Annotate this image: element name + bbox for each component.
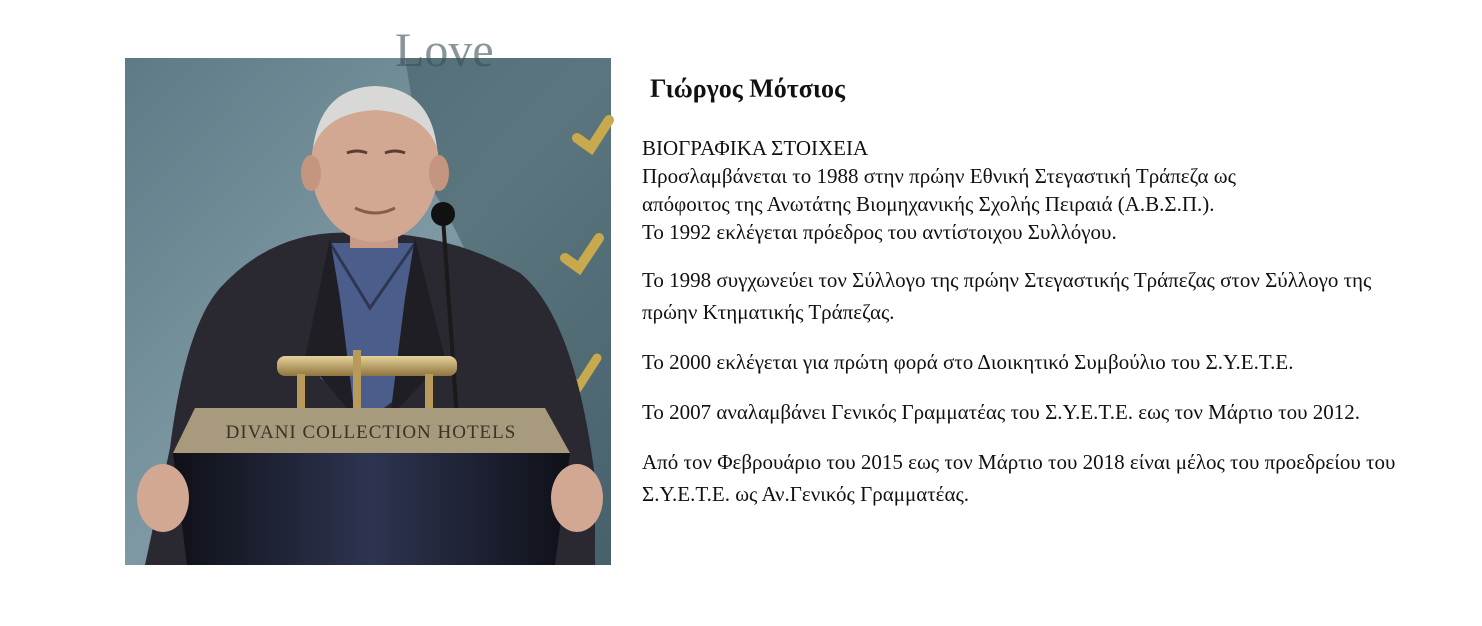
bio-intro: [642, 162, 1402, 246]
bio-paragraph: Το 2000 εκλέγεται για πρώτη φορά στο Διοικητικό Συμβούλιο του Σ.Υ.Ε.Τ.Ε.: [642, 350, 1294, 374]
biography-section: [642, 70, 1402, 510]
bio-heading: ΒΙΟΓΡΑΦΙΚΑ ΣΤΟΙΧΕΙΑ: [642, 136, 869, 160]
bio-paragraph: Το 1998 συγχωνεύει τον Σύλλογο της πρώην Στεγαστικής Τράπεζας στον Σύλλογο της πρώην Κτηματικής Τράπεζας.: [642, 268, 1372, 324]
svg-text:Love: Love: [395, 24, 494, 77]
speaker-illustration: [125, 24, 611, 565]
speaker-photo: [125, 24, 611, 565]
bio-intro-line: Προσλαμβάνεται το 1988 στην πρώην Εθνική Στεγαστική Τράπεζα ως: [642, 164, 1236, 188]
bio-intro-line: απόφοιτος της Ανωτάτης Βιομηχανικής Σχολής Πειραιά (Α.Β.Σ.Π.).: [642, 192, 1215, 216]
bio-paragraph: Από τον Φεβρουάριο του 2015 εως τον Μάρτιο του 2018 είναι μέλος του προεδρείου του Σ.Υ.Ε.Τ.Ε. ως Αν.Γενικός Γραμματέας.: [642, 450, 1396, 506]
bio-intro-line: Το 1992 εκλέγεται πρόεδρος του αντίστοιχου Συλλόγου.: [642, 220, 1117, 244]
podium-sign: DIVANI COLLECTION HOTELS: [225, 422, 517, 443]
person-name: Γιώργος Μότσιος: [650, 74, 845, 103]
bio-paragraph: Το 2007 αναλαμβάνει Γενικός Γραμματέας του Σ.Υ.Ε.Τ.Ε. εως τον Μάρτιο του 2012.: [642, 400, 1360, 424]
